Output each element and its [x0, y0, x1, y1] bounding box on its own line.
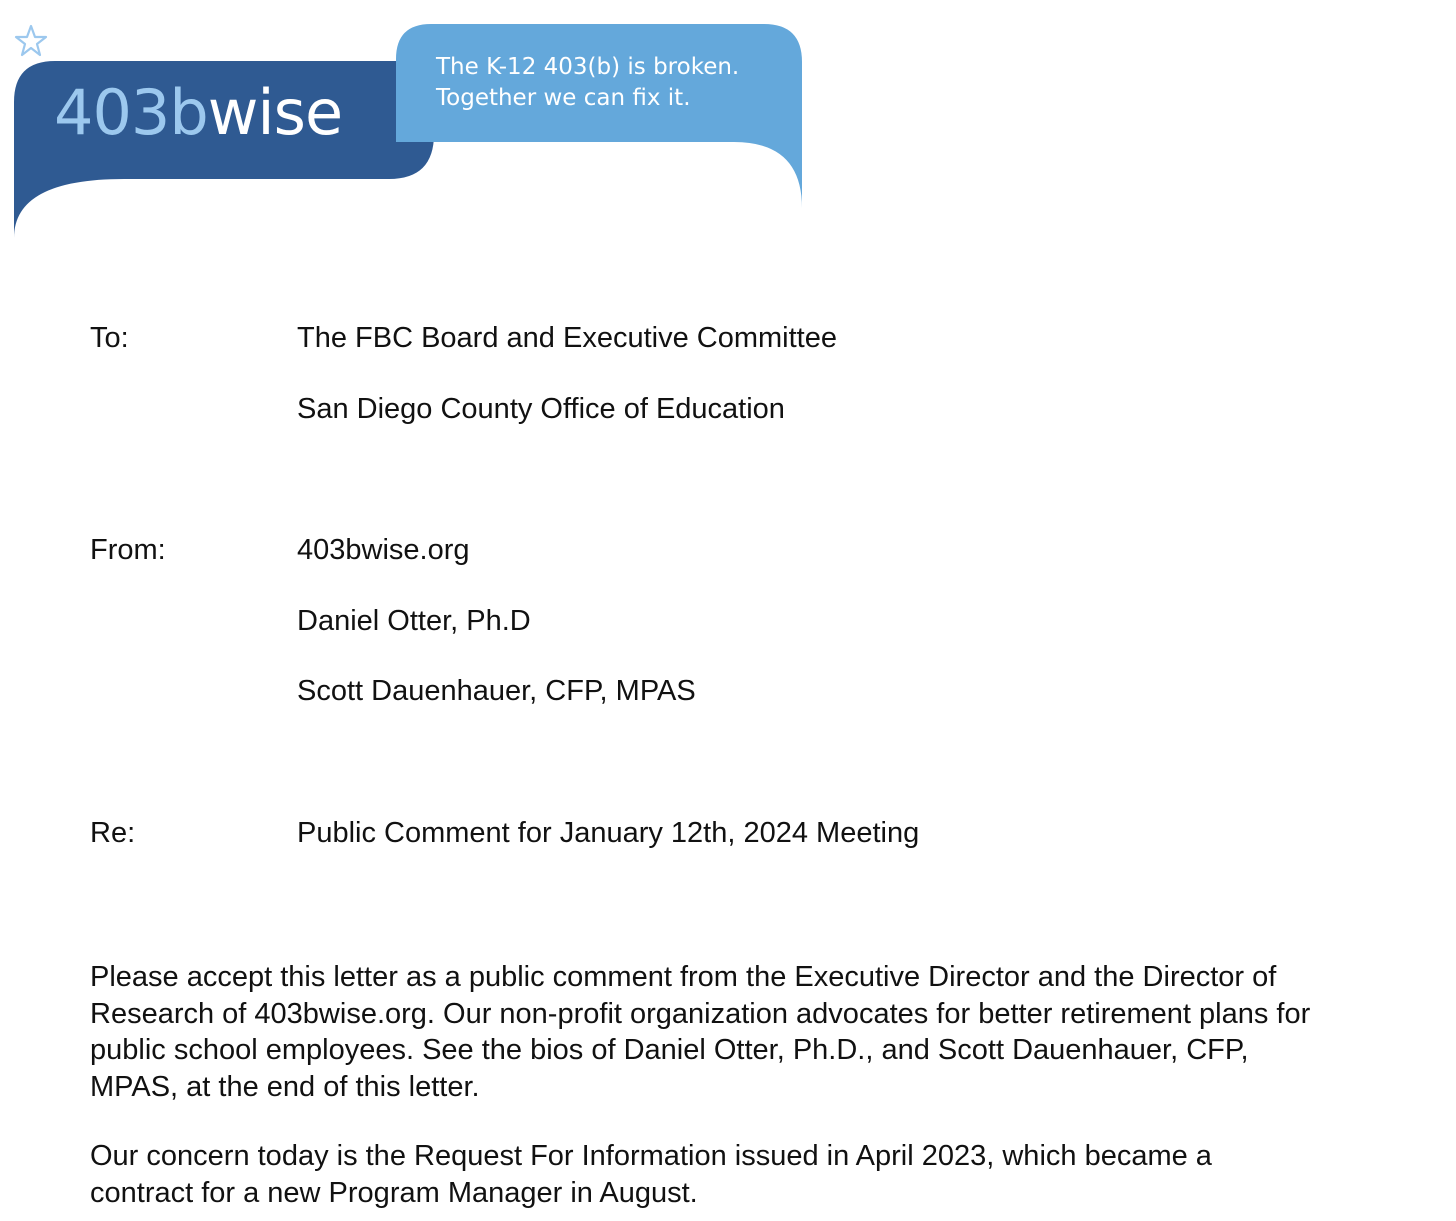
paragraph-1-line: Research of 403bwise.org. Our non-profit organization advocates for better retirement plans for [90, 997, 1311, 1030]
from-line-1: 403bwise.org [297, 534, 470, 566]
logo-tagline [436, 52, 739, 114]
from-line-3: Scott Dauenhauer, CFP, MPAS [297, 675, 696, 707]
from-label: From: [90, 534, 166, 566]
paragraph-2-line: contract for a new Program Manager in August. [90, 1176, 698, 1209]
from-line-2: Daniel Otter, Ph.D [297, 605, 531, 637]
logo-wordmark [54, 76, 343, 149]
body-paragraph-2 [90, 1138, 1435, 1211]
to-line-1: The FBC Board and Executive Committee [297, 322, 837, 354]
re-label: Re: [90, 817, 136, 849]
to-line-2: San Diego County Office of Education [297, 393, 785, 425]
body-paragraph-1 [90, 959, 1435, 1105]
logo-word: wise [207, 76, 343, 149]
to-label: To: [90, 322, 129, 354]
re-line-1: Public Comment for January 12th, 2024 Meeting [297, 817, 920, 849]
tagline-line-2: Together we can fix it. [436, 85, 691, 111]
tagline-line-1: The K-12 403(b) is broken. [436, 54, 740, 80]
paragraph-1-line: MPAS, at the end of this letter. [90, 1070, 480, 1103]
logo-banner [14, 24, 804, 244]
star-icon [14, 24, 48, 58]
paragraph-2-line: Our concern today is the Request For Information issued in April 2023, which became a [90, 1140, 1212, 1172]
paragraph-1-line: public school employees. See the bios of Daniel Otter, Ph.D., and Scott Dauenhauer, CFP, [90, 1034, 1249, 1066]
paragraph-1-line: Please accept this letter as a public comment from the Executive Director and the Director of [90, 961, 1277, 993]
logo-number: 403b [54, 76, 208, 149]
